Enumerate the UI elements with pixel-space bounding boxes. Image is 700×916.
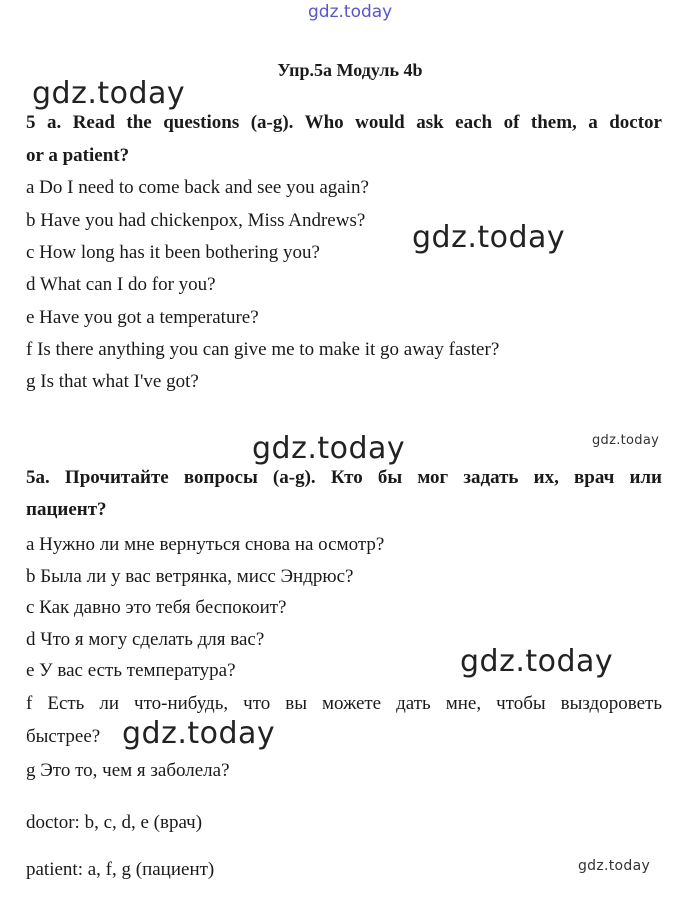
answer-patient: patient: a, f, g (пациент)	[26, 859, 215, 880]
english-question-c: c How long has it been bothering you?	[26, 242, 320, 263]
watermark-large: gdz.today	[122, 716, 276, 751]
english-question-d: d What can I do for you?	[26, 274, 216, 295]
exercise-title: Упр.5a Модуль 4b	[277, 60, 423, 80]
answer-doctor: doctor: b, c, d, e (врач)	[26, 812, 203, 833]
english-question-g: g Is that what I've got?	[26, 371, 199, 392]
russian-task-line-2: пациент?	[26, 499, 107, 520]
russian-question-c: c Как давно это тебя беспокоит?	[26, 597, 287, 618]
watermark-top: gdz.today	[308, 2, 393, 22]
russian-question-b: b Была ли у вас ветрянка, мисс Эндрюс?	[26, 566, 354, 587]
russian-question-d: d Что я могу сделать для вас?	[26, 629, 265, 650]
watermark-small: gdz.today	[592, 433, 660, 448]
russian-question-a: a Нужно ли мне вернуться снова на осмотр?	[26, 534, 385, 555]
watermark-large: gdz.today	[252, 431, 406, 466]
english-question-f: f Is there anything you can give me to make it go away faster?	[26, 339, 500, 360]
english-task-line-2: or a patient?	[26, 145, 130, 166]
watermark-small: gdz.today	[578, 858, 651, 874]
russian-question-f-continued: быстрее?	[26, 726, 101, 747]
watermark-large: gdz.today	[460, 644, 614, 679]
watermark-large: gdz.today	[412, 220, 566, 255]
english-question-e: e Have you got a temperature?	[26, 307, 259, 328]
watermark-large: gdz.today	[32, 76, 186, 111]
russian-question-g: g Это то, чем я заболела?	[26, 760, 230, 781]
russian-task-line-1: 5a. Прочитайте вопросы (a-g). Кто бы мог задать их, врач или	[26, 467, 662, 488]
english-task-line-1: 5 a. Read the questions (a-g). Who would ask each of them, a doctor	[26, 112, 662, 133]
english-question-b: b Have you had chickenpox, Miss Andrews?	[26, 210, 366, 231]
russian-question-f: f Есть ли что-нибудь, что вы можете дать мне, чтобы выздороветь	[26, 693, 662, 714]
russian-question-e: e У вас есть температура?	[26, 660, 236, 681]
english-question-a: a Do I need to come back and see you again?	[26, 177, 369, 198]
